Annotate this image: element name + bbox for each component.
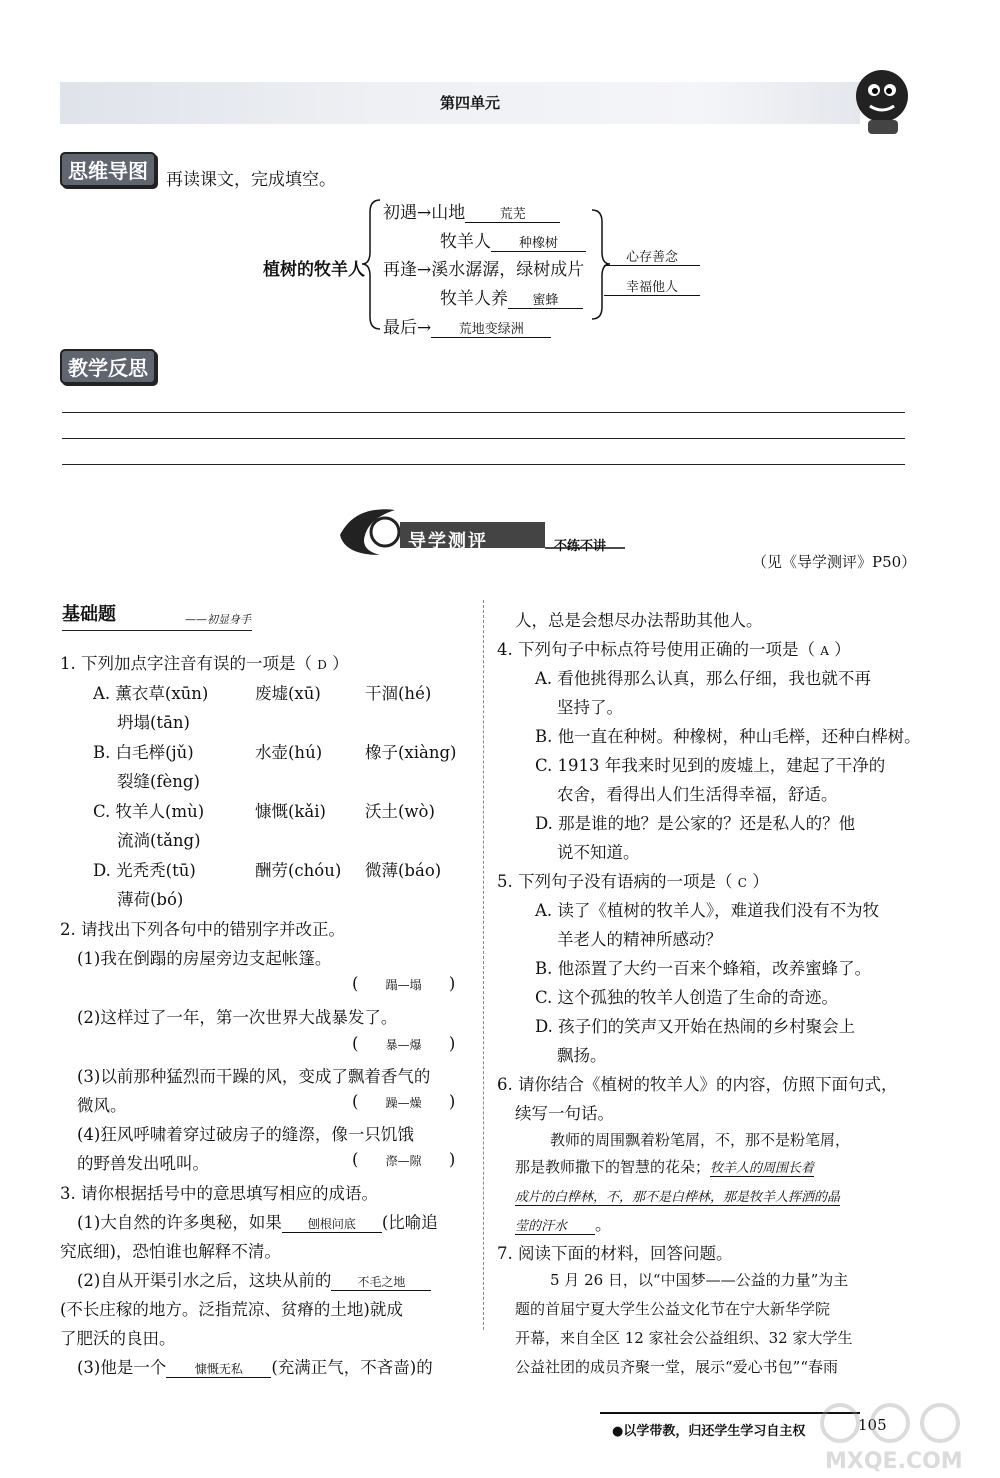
q2-item-3-answer-box: ( 躁—燥 ) bbox=[352, 1092, 456, 1111]
q2-item-4-answer-box: ( 漈—隙 ) bbox=[352, 1150, 456, 1169]
mind-map-instruction: 再读课文，完成填空。 bbox=[166, 170, 336, 190]
q3-item-3-text-a: (3)他是一个 bbox=[77, 1358, 167, 1377]
q1-option-b-4: 裂缝(fèng) bbox=[117, 772, 200, 791]
q1-option-c-4: 流淌(tǎng) bbox=[117, 831, 201, 850]
q6-stem-line2: 续写一句话。 bbox=[515, 1104, 614, 1123]
q1-option-d-2: 酬劳(chóu) bbox=[255, 861, 342, 880]
q3-item-2-line2: (不长庄稼的地方。泛指荒凉、贫瘠的土地)就成 bbox=[60, 1300, 403, 1319]
q2-item-2-answer-box: ( 暴—爆 ) bbox=[352, 1034, 456, 1053]
q2-item-4: (4)狂风呼啸着穿过破房子的缝漈，像一只饥饿 bbox=[77, 1125, 414, 1144]
q5-answer: C bbox=[737, 876, 747, 890]
q6-stem: 6. 请你结合《植树的牧羊人》的内容，仿照下面句式， bbox=[497, 1075, 898, 1094]
q5-stem-text: 5. 下列句子没有语病的一项是（ bbox=[497, 872, 733, 891]
mind-map-row-5 bbox=[383, 313, 551, 338]
q5-option-a: A. 读了《植树的牧羊人》，难道我们没有不为牧 bbox=[535, 901, 880, 920]
mascot-icon bbox=[840, 60, 920, 140]
footer-slogan: ●以学带教，归还学生学习自主权 bbox=[612, 1424, 806, 1439]
q6-end-punct: 。 bbox=[595, 1215, 612, 1234]
q3-item-1 bbox=[77, 1209, 438, 1233]
q3-item-3-answer: 慷慨无私 bbox=[166, 1360, 271, 1378]
q2-item-1: (1)我在倒蹋的房屋旁边支起帐篷。 bbox=[77, 949, 332, 968]
q3-item-2-answer: 不毛之地 bbox=[331, 1273, 431, 1291]
q3-item-1-answer: 刨根问底 bbox=[282, 1215, 382, 1233]
q7-material-line2: 题的首届宁夏大学生公益文化节在宁大新华学院 bbox=[515, 1300, 831, 1318]
q2-item-3-line2: 微风。 bbox=[77, 1096, 127, 1115]
q2-item-1-answer-box: ( 蹋—塌 ) bbox=[352, 974, 456, 993]
q4-close: ） bbox=[834, 640, 851, 659]
q1-option-a-2: 废墟(xū) bbox=[255, 684, 321, 703]
q3-item-1-line2: 究底细)，恐怕谁也解释不清。 bbox=[60, 1242, 281, 1261]
q1-stem bbox=[60, 650, 349, 674]
mind-map-row-2-answer: 种橡树 bbox=[491, 232, 586, 252]
q1-stem-text: 1. 下列加点字注音有误的一项是（ bbox=[60, 654, 312, 673]
mind-map-row-1-answer: 荒芜 bbox=[465, 203, 560, 223]
q1-option-c-3: 沃土(wò) bbox=[365, 802, 435, 821]
q3-item-2 bbox=[77, 1267, 431, 1291]
q1-option-a-4: 坍塌(tān) bbox=[117, 713, 190, 732]
q4-option-d: D. 那是谁的地？是公家的？还是私人的？他 bbox=[535, 814, 856, 833]
mind-map-row-5-answer: 荒地变绿洲 bbox=[431, 318, 551, 338]
q7-material-line1: 5 月 26 日，以“中国梦——公益的力量”为主 bbox=[550, 1271, 849, 1289]
q1-option-b-2: 水壶(hú) bbox=[255, 743, 323, 762]
q2-item-4-answer: 漈—隙 bbox=[385, 1154, 422, 1168]
q3-item-1-text-b: (比喻追 bbox=[381, 1213, 438, 1232]
mind-map-right-2 bbox=[604, 276, 700, 296]
q5-close: ） bbox=[752, 872, 769, 891]
q4-option-d-line2: 说不知道。 bbox=[557, 843, 640, 862]
unit-title: 第四单元 bbox=[440, 94, 501, 112]
q2-item-4-line2: 的野兽发出吼叫。 bbox=[77, 1154, 209, 1173]
q1-option-d-3: 微薄(báo) bbox=[365, 861, 442, 880]
q4-option-c: C. 1913 年我来时见到的废墟上，建起了干净的 bbox=[535, 756, 886, 775]
q4-stem-text: 4. 下列句子中标点符号使用正确的一项是（ bbox=[497, 640, 815, 659]
q6-answer-line3-text: 莹的汗水 bbox=[515, 1215, 595, 1235]
q1-option-c-2: 慷慨(kǎi) bbox=[255, 802, 326, 821]
banner-reference: （见《导学测评》P50） bbox=[752, 553, 917, 571]
q4-option-b: B. 他一直在种树。种橡树，种山毛榉，还种白桦树。 bbox=[535, 727, 921, 746]
column-divider bbox=[483, 600, 484, 1330]
q3-item-1-text-a: (1)大自然的许多奥秘，如果 bbox=[77, 1213, 282, 1232]
svg-text:MXQE.COM: MXQE.COM bbox=[825, 1449, 963, 1474]
q3-stem: 3. 请你根据括号中的意思填写相应的成语。 bbox=[60, 1184, 378, 1203]
q6-answer-line3 bbox=[515, 1211, 612, 1235]
section-title: 基础题 bbox=[62, 604, 116, 625]
mind-map-row-2 bbox=[440, 227, 586, 252]
q4-stem bbox=[497, 636, 851, 660]
mind-map-row-1-text: 初遇→山地 bbox=[383, 203, 466, 223]
q2-stem: 2. 请找出下列各句中的错别字并改正。 bbox=[60, 920, 345, 939]
watermark-logo bbox=[815, 1398, 995, 1478]
q1-option-d-1: D. 光秃秃(tū) bbox=[93, 861, 196, 880]
q5-option-d-line2: 飘扬。 bbox=[557, 1046, 607, 1065]
q1-option-a-1: A. 薰衣草(xūn) bbox=[93, 684, 209, 703]
mind-map-row-3: 再逢→溪水潺潺，绿树成片 bbox=[383, 260, 585, 280]
q7-material-line4: 公益社团的成员齐聚一堂，展示“爱心书包”“春雨 bbox=[515, 1358, 839, 1376]
q1-option-c-1: C. 牧羊人(mù) bbox=[93, 802, 205, 821]
q1-option-b-3: 橡子(xiàng) bbox=[365, 743, 457, 762]
q6-example-text: 那是教师撒下的智慧的花朵； bbox=[515, 1158, 711, 1176]
mind-map-row-4 bbox=[440, 284, 583, 309]
q1-option-a-3: 干涸(hé) bbox=[365, 684, 432, 703]
q5-option-d: D. 孩子们的笑声又开始在热闹的乡村聚会上 bbox=[535, 1017, 856, 1036]
q2-item-1-answer: 蹋—塌 bbox=[385, 978, 422, 992]
q2-item-3: (3)以前那种猛烈而干躁的风，变成了飘着香气的 bbox=[77, 1067, 431, 1086]
q5-option-b: B. 他添置了大约一百来个蜂箱，改养蜜蜂了。 bbox=[535, 959, 872, 978]
q6-example-line1: 教师的周围飘着粉笔屑，不，那不是粉笔屑， bbox=[550, 1131, 851, 1149]
q7-material-line3: 开幕，来自全区 12 家社会公益组织、32 家大学生 bbox=[515, 1329, 853, 1347]
q5-option-c: C. 这个孤独的牧羊人创造了生命的奇迹。 bbox=[535, 988, 839, 1007]
banner-subtitle: 不练不讲 bbox=[554, 539, 607, 554]
q7-stem: 7. 阅读下面的材料，回答问题。 bbox=[497, 1244, 733, 1263]
q4-answer: A bbox=[820, 644, 829, 658]
mind-map-right-1 bbox=[604, 246, 700, 266]
mind-map-right-answer-1: 心存善念 bbox=[604, 246, 700, 266]
mind-map-row-4-text: 牧羊人养 bbox=[440, 289, 508, 309]
q6-answer-line1: 牧羊人的周围长着 bbox=[710, 1161, 815, 1176]
section-underline bbox=[62, 630, 252, 631]
q6-example-line2 bbox=[515, 1156, 814, 1177]
q3-item-3 bbox=[77, 1354, 433, 1378]
q5-option-a-line2: 羊老人的精神所感动？ bbox=[557, 930, 722, 949]
reflection-tag: 教学反思 bbox=[60, 349, 156, 384]
mind-map-center: 植树的牧羊人 bbox=[263, 260, 365, 280]
reflection-line-1 bbox=[62, 412, 905, 413]
q3-continuation: 人，总是会想尽办法帮助其他人。 bbox=[515, 611, 763, 630]
q2-item-3-answer: 躁—燥 bbox=[385, 1096, 422, 1110]
q1-answer: D bbox=[317, 658, 327, 672]
q3-item-2-line3: 了肥沃的良田。 bbox=[60, 1329, 176, 1348]
q2-item-2-answer: 暴—爆 bbox=[385, 1038, 422, 1052]
q4-option-a-line2: 坚持了。 bbox=[557, 698, 623, 717]
q3-item-3-text-b: (充满正气，不吝啬)的 bbox=[271, 1358, 433, 1377]
q6-answer-line2: 成片的白桦林，不，那不是白桦林，那是牧羊人挥洒的晶 bbox=[515, 1186, 840, 1206]
q4-option-a: A. 看他挑得那么认真，那么仔细，我也就不再 bbox=[535, 669, 871, 688]
page-number: 105 bbox=[858, 1416, 887, 1434]
q3-item-2-text-a: (2)自从开渠引水之后，这块从前的 bbox=[77, 1271, 332, 1290]
q2-item-2: (2)这样过了一年，第一次世界大战暴发了。 bbox=[77, 1008, 398, 1027]
banner-title: 导学测评 bbox=[408, 531, 488, 552]
reflection-line-3 bbox=[62, 464, 905, 465]
mind-map-right-answer-2: 幸福他人 bbox=[604, 276, 700, 296]
mind-map-row-2-text: 牧羊人 bbox=[440, 232, 491, 252]
q4-option-c-line2: 农舍，看得出人们生活得幸福，舒适。 bbox=[557, 785, 838, 804]
section-subtitle: ——初显身手 bbox=[185, 613, 251, 626]
q1-close: ） bbox=[332, 654, 349, 673]
mind-map-row-5-text: 最后→ bbox=[383, 318, 432, 338]
reflection-line-2 bbox=[62, 438, 905, 439]
mind-map-tag: 思维导图 bbox=[60, 152, 156, 187]
q1-option-d-4: 薄荷(bó) bbox=[117, 890, 184, 909]
q1-option-b-1: B. 白毛榉(jǔ) bbox=[93, 743, 194, 762]
q5-stem bbox=[497, 868, 769, 892]
mind-map-row-4-answer: 蜜蜂 bbox=[508, 289, 583, 309]
mind-map-row-1 bbox=[383, 198, 560, 223]
